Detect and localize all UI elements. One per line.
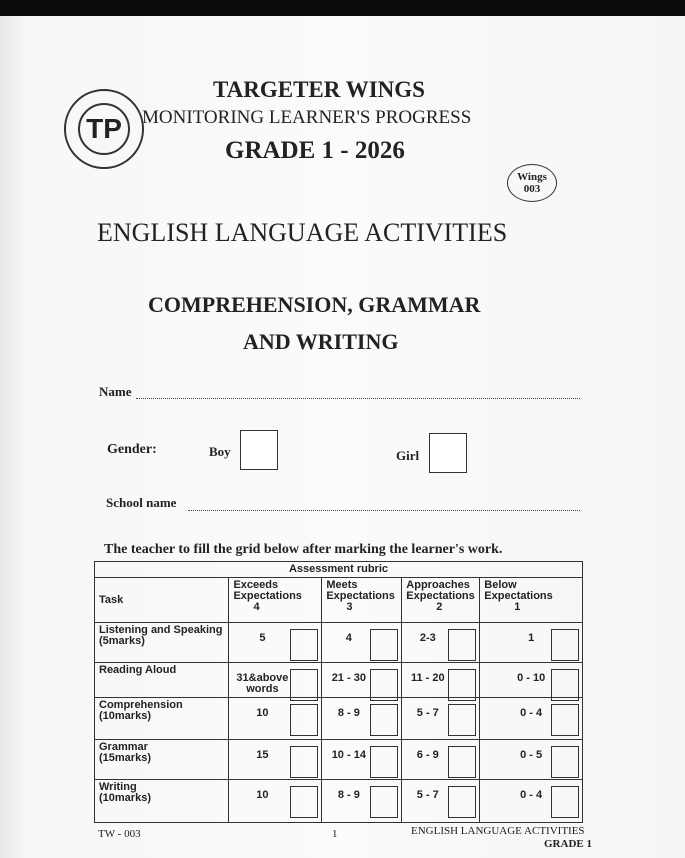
score-checkbox[interactable] [290, 629, 318, 661]
score-checkbox[interactable] [448, 629, 476, 661]
name-label: Name [99, 384, 132, 399]
footer-grade: GRADE 1 [544, 838, 592, 850]
name-field[interactable] [136, 398, 580, 399]
task-cell: Reading Aloud [95, 663, 229, 698]
score-cell: 1 [480, 623, 583, 663]
score-checkbox[interactable] [370, 786, 398, 818]
header-approaches: Approaches Expectations 2 [402, 578, 480, 623]
boy-label: Boy [209, 444, 231, 459]
score-checkbox[interactable] [290, 746, 318, 778]
task-cell: Comprehension (10marks) [95, 698, 229, 740]
score-checkbox[interactable] [448, 746, 476, 778]
score-cell: 31&above words [229, 663, 322, 698]
rubric-instruction: The teacher to fill the grid below after marking the learner's work. [104, 542, 503, 557]
footer-subject: ENGLISH LANGUAGE ACTIVITIES [411, 825, 585, 837]
page-number: 1 [332, 828, 338, 840]
score-cell: 5 - 7 [402, 780, 480, 823]
section-title-1: COMPREHENSION, GRAMMAR [148, 292, 481, 317]
score-checkbox[interactable] [448, 786, 476, 818]
score-checkbox[interactable] [448, 669, 476, 701]
score-cell: 15 [229, 740, 322, 780]
score-checkbox[interactable] [370, 629, 398, 661]
header-below: Below Expectations 1 [480, 578, 583, 623]
section-title-2: AND WRITING [243, 329, 399, 354]
score-cell: 5 - 7 [402, 698, 480, 740]
score-checkbox[interactable] [551, 704, 579, 736]
score-cell: 0 - 5 [480, 740, 583, 780]
rubric-row [95, 663, 583, 698]
score-cell: 4 [322, 623, 402, 663]
score-checkbox[interactable] [551, 786, 579, 818]
score-cell: 2-3 [402, 623, 480, 663]
score-checkbox[interactable] [551, 746, 579, 778]
score-cell: 10 [229, 698, 322, 740]
score-checkbox[interactable] [551, 629, 579, 661]
score-checkbox[interactable] [551, 669, 579, 701]
rubric-title: Assessment rubric [95, 562, 583, 578]
score-checkbox[interactable] [370, 704, 398, 736]
boy-checkbox[interactable] [240, 430, 278, 470]
rubric-row [95, 740, 583, 780]
score-cell: 5 [229, 623, 322, 663]
wings-badge: Wings 003 [507, 164, 557, 202]
score-cell: 0 - 10 [480, 663, 583, 698]
score-checkbox[interactable] [370, 669, 398, 701]
task-cell: Writing (10marks) [95, 780, 229, 823]
score-checkbox[interactable] [290, 669, 318, 701]
score-cell: 10 [229, 780, 322, 823]
school-name-field[interactable] [188, 510, 580, 511]
school-name-label: School name [106, 495, 177, 510]
score-checkbox[interactable] [290, 786, 318, 818]
score-cell: 0 - 4 [480, 698, 583, 740]
girl-checkbox[interactable] [429, 433, 467, 473]
score-cell: 0 - 4 [480, 780, 583, 823]
rubric-header-row [95, 578, 583, 623]
girl-label: Girl [396, 448, 420, 463]
header-exceeds: Exceeds Expectations 4 [229, 578, 322, 623]
task-cell: Listening and Speaking (5marks) [95, 623, 229, 663]
org-name: TARGETER WINGS [213, 77, 425, 102]
score-cell: 10 - 14 [322, 740, 402, 780]
grade-year: GRADE 1 - 2026 [225, 137, 405, 164]
footer-code: TW - 003 [98, 828, 141, 840]
rubric-row [95, 623, 583, 663]
task-cell: Grammar (15marks) [95, 740, 229, 780]
assessment-rubric-table [94, 561, 583, 823]
score-checkbox[interactable] [448, 704, 476, 736]
document-title: ENGLISH LANGUAGE ACTIVITIES [97, 218, 508, 247]
header-task: Task [95, 578, 229, 623]
score-cell: 11 - 20 [402, 663, 480, 698]
score-cell: 6 - 9 [402, 740, 480, 780]
score-checkbox[interactable] [370, 746, 398, 778]
score-cell: 21 - 30 [322, 663, 402, 698]
score-cell: 8 - 9 [322, 780, 402, 823]
rubric-row [95, 698, 583, 740]
top-black-border [0, 0, 685, 16]
header-meets: Meets Expectations 3 [322, 578, 402, 623]
score-cell: 8 - 9 [322, 698, 402, 740]
program-subtitle: MONITORING LEARNER'S PROGRESS [142, 107, 472, 128]
score-checkbox[interactable] [290, 704, 318, 736]
rubric-row [95, 780, 583, 823]
gender-label: Gender: [107, 442, 157, 457]
school-logo: TP [64, 89, 144, 169]
